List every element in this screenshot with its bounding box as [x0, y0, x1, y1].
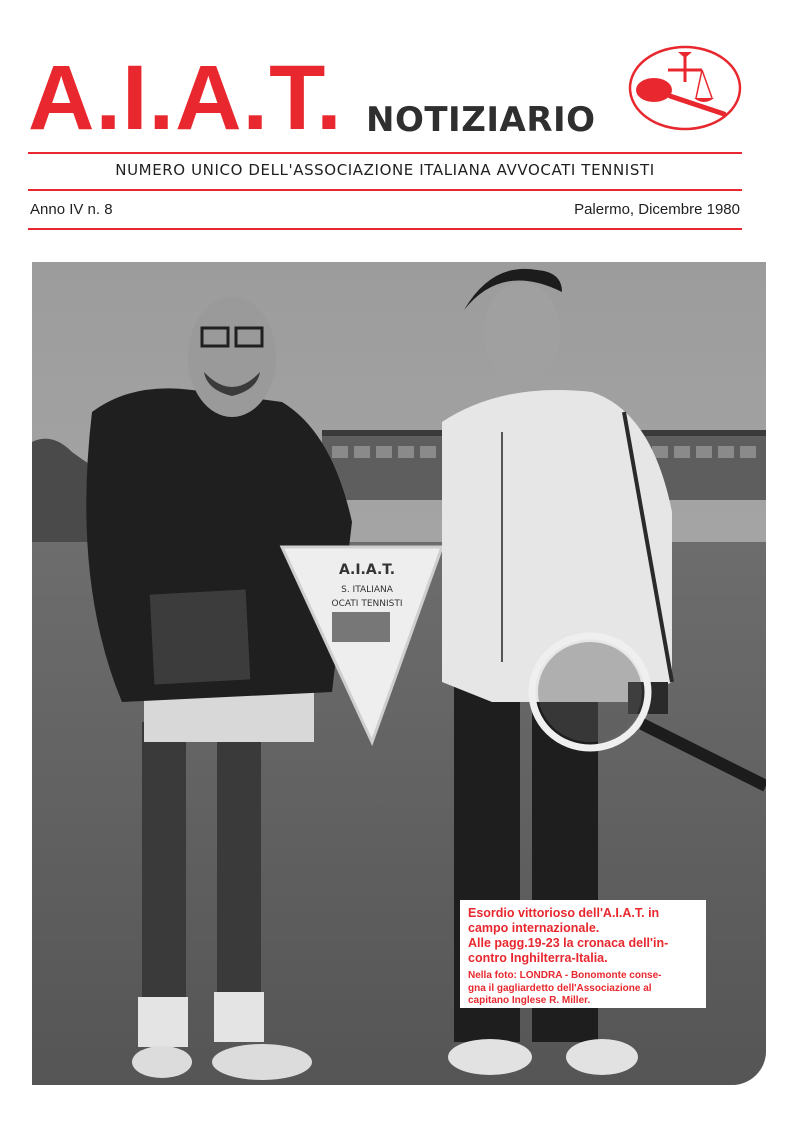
- place-date: Palermo, Dicembre 1980: [574, 201, 740, 218]
- caption-headline-line: Esordio vittorioso dell'A.I.A.T. in: [468, 906, 660, 920]
- caption-body-line: gna il gagliardetto dell'Associazione al: [468, 982, 652, 994]
- caption-body-line: capitano Inglese R. Miller.: [468, 995, 591, 1006]
- masthead-title: A.I.A.T.: [28, 47, 343, 149]
- racket-scales-logo: [628, 44, 742, 132]
- caption-body: [468, 970, 698, 1008]
- caption-headline: [468, 906, 698, 966]
- tagline: NUMERO UNICO DELL'ASSOCIAZIONE ITALIANA AVVOCATI TENNISTI: [115, 161, 655, 179]
- issue-number: Anno IV n. 8: [30, 201, 113, 218]
- pennant-line-1: A.I.A.T.: [338, 562, 396, 578]
- caption-headline-line: contro Inghilterra-Italia.: [468, 951, 608, 965]
- caption-body-line: Nella foto: LONDRA - Bonomonte conse-: [468, 970, 662, 981]
- bottom-rule: [28, 228, 742, 230]
- masthead-subtitle: NOTIZIARIO: [366, 100, 596, 140]
- photo-caption: [460, 900, 706, 1008]
- caption-headline-line: Alle pagg.19-23 la cronaca dell'in-: [468, 936, 669, 950]
- caption-headline-line: campo internazionale.: [468, 921, 600, 935]
- middle-rule: [28, 189, 742, 191]
- top-rule: [28, 152, 742, 154]
- pennant-line-3: OCATI TENNISTI: [331, 599, 403, 609]
- pennant-line-2: S. ITALIANA: [341, 585, 393, 595]
